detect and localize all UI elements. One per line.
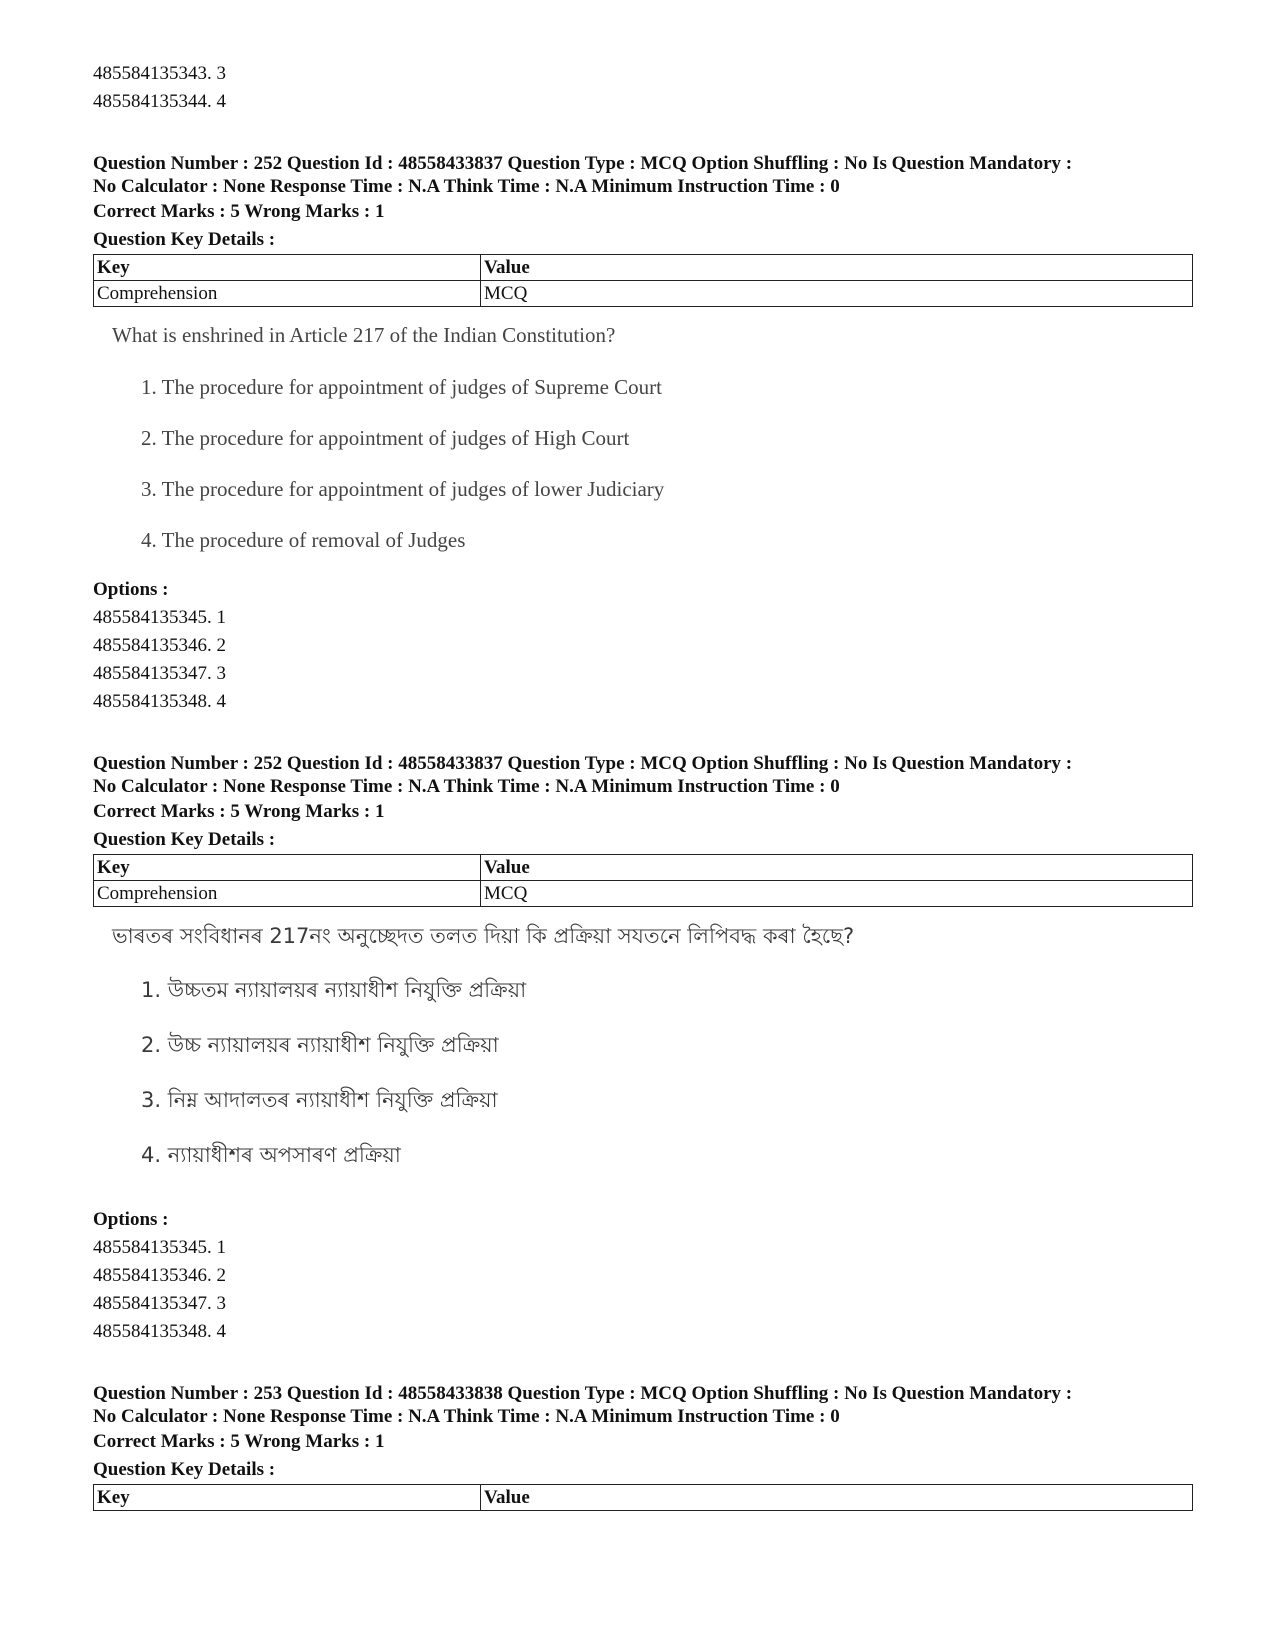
question-header-line: No Calculator : None Response Time : N.A Think Time : N.A Minimum Instruction Time : 0 [93, 1406, 840, 1427]
question-header-line: Question Number : 252 Question Id : 48558433837 Question Type : MCQ Option Shuffling : No Is Question Mandatory : [93, 753, 1073, 774]
key-value-table [93, 1484, 1193, 1511]
table-header-value: Value [481, 255, 1193, 281]
question-header-line: No Calculator : None Response Time : N.A Think Time : N.A Minimum Instruction Time : 0 [93, 776, 840, 797]
option-line: 485584135344. 4 [93, 91, 226, 112]
option-line: 485584135343. 3 [93, 63, 226, 84]
question-image [93, 921, 1193, 1206]
option-line: 485584135345. 1 [93, 607, 226, 628]
table-cell-value: MCQ [481, 281, 1193, 307]
table-header-key: Key [94, 1485, 481, 1511]
question-header-line: Question Number : 252 Question Id : 48558433837 Question Type : MCQ Option Shuffling : No Is Question Mandatory : [93, 153, 1073, 174]
marks-line: Correct Marks : 5 Wrong Marks : 1 [93, 1431, 385, 1452]
previous-options [93, 60, 1193, 116]
options-label: Options : [93, 1209, 169, 1230]
answer-choice: 3. The procedure for appointment of judges of lower Judiciary [141, 477, 665, 501]
option-line: 485584135348. 4 [93, 1321, 226, 1342]
answer-choice: 3. নিম্ন আদালতৰ ন্যায়াধীশ নিযুক্তি প্ৰক্ৰিয়া [141, 1088, 498, 1112]
marks-line: Correct Marks : 5 Wrong Marks : 1 [93, 801, 385, 822]
answer-choice: 4. The procedure of removal of Judges [141, 528, 466, 552]
option-line: 485584135347. 3 [93, 1293, 226, 1314]
answer-choice: 2. The procedure for appointment of judges of High Court [141, 426, 630, 450]
key-details-label: Question Key Details : [93, 1459, 276, 1480]
key-value-table [93, 854, 1193, 907]
document-page [93, 60, 1193, 1511]
question-block-253 [93, 1382, 1193, 1511]
question-header-line: No Calculator : None Response Time : N.A Think Time : N.A Minimum Instruction Time : 0 [93, 176, 840, 197]
question-image [93, 321, 1193, 576]
options-label: Options : [93, 579, 169, 600]
question-block-252-assamese [93, 752, 1193, 1346]
question-header-line: Question Number : 253 Question Id : 48558433838 Question Type : MCQ Option Shuffling : No Is Question Mandatory : [93, 1383, 1073, 1404]
table-header-value: Value [481, 1485, 1193, 1511]
question-block-252-english [93, 152, 1193, 716]
answer-choice: 1. The procedure for appointment of judges of Supreme Court [141, 375, 662, 399]
table-cell-key: Comprehension [94, 881, 481, 907]
question-text: ভাৰতৰ সংবিধানৰ 217নং অনুচ্ছেদত তলত দিয়া কি প্ৰক্ৰিয়া সযতনে লিপিবদ্ধ কৰা হৈছে? [112, 924, 855, 948]
option-line: 485584135345. 1 [93, 1237, 226, 1258]
table-header-key: Key [94, 855, 481, 881]
table-cell-value: MCQ [481, 881, 1193, 907]
table-header-key: Key [94, 255, 481, 281]
key-details-label: Question Key Details : [93, 829, 276, 850]
table-header-value: Value [481, 855, 1193, 881]
answer-choice: 2. উচ্চ ন্যায়ালয়ৰ ন্যায়াধীশ নিযুক্তি প্ৰক্ৰিয়া [141, 1033, 499, 1057]
option-line: 485584135348. 4 [93, 691, 226, 712]
answer-choice: 1. উচ্চতম ন্যায়ালয়ৰ ন্যায়াধীশ নিযুক্তি প্ৰক্ৰিয়া [141, 978, 527, 1002]
key-value-table [93, 254, 1193, 307]
marks-line: Correct Marks : 5 Wrong Marks : 1 [93, 201, 385, 222]
answer-choice: 4. ন্যায়াধীশৰ অপসাৰণ প্ৰক্ৰিয়া [141, 1143, 401, 1167]
key-details-label: Question Key Details : [93, 229, 276, 250]
option-line: 485584135346. 2 [93, 635, 226, 656]
option-line: 485584135346. 2 [93, 1265, 226, 1286]
question-text: What is enshrined in Article 217 of the Indian Constitution? [112, 323, 616, 347]
option-line: 485584135347. 3 [93, 663, 226, 684]
table-cell-key: Comprehension [94, 281, 481, 307]
